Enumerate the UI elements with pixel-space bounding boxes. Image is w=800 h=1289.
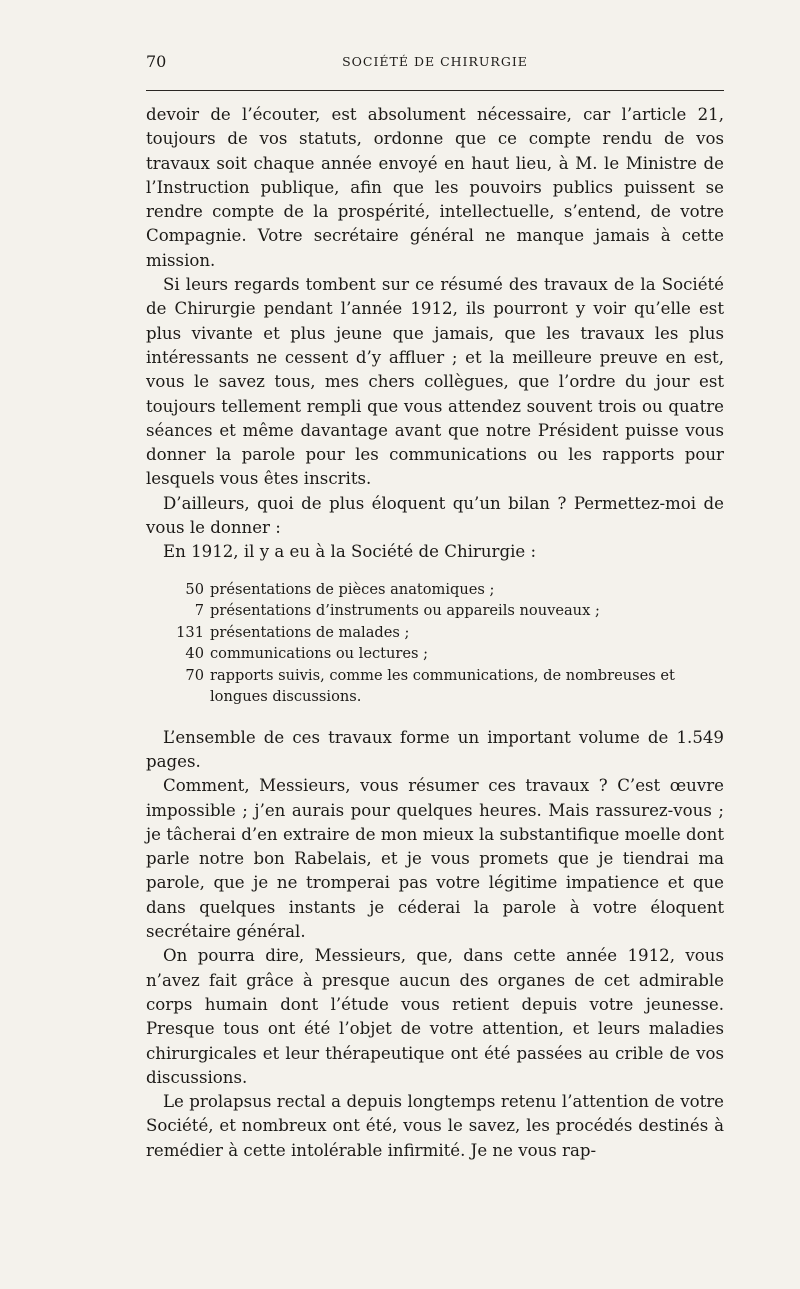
paragraph: En 1912, il y a eu à la Société de Chirurgie :: [163, 542, 537, 562]
running-title: SOCIÉTÉ DE CHIRURGIE: [342, 54, 528, 69]
paragraph: Comment, Messieurs, vous résumer ces travaux ? C’est œuvre impossible ; j’en aurais pour quelques heures. Mais rassurez-vous ; je tâcherai d’en extraire de mon mieux la substantifique moelle dont parle notre bon Rabelais, et je vous promets que je tiendrai ma parole, que je ne tromperai pas votre légitime impatience et que dans quelques instants je céderai la parole à votre éloquent secrétaire général.: [146, 776, 724, 942]
stat-label: présentations de malades ;: [210, 623, 410, 641]
stat-count: 70: [185, 666, 204, 684]
stat-item: [146, 622, 724, 644]
statistics-list: [146, 579, 724, 708]
book-page: [146, 48, 724, 1163]
paragraph: Le prolapsus rectal a depuis longtemps retenu l’attention de votre Société, et nombreux ont été, vous le savez, les procédés destinés à remédier à cette intolérable infirmité. Je ne vous rap-: [146, 1092, 724, 1160]
stat-count: 131: [176, 623, 204, 641]
stat-count: 50: [185, 580, 204, 598]
stat-item: [146, 579, 724, 601]
page-header: [146, 48, 724, 76]
stat-label: présentations de pièces anatomiques ;: [210, 580, 495, 598]
paragraph: devoir de l’écouter, est absolument nécessaire, car l’article 21, toujours de vos statuts, ordonne que ce compte rendu de vos travaux soit chaque année envoyé en haut lieu, à M. le Ministre de l’Instruction publique, afin que les pouvoirs publics puissent se rendre compte de la prospérité, intellectuelle, s’entend, de votre Compagnie. Votre secrétaire général ne manque jamais à cette mission.: [146, 105, 724, 270]
stat-item: [146, 643, 724, 665]
header-rule: [146, 90, 724, 91]
paragraph: L’ensemble de ces travaux forme un important volume de 1.549 pages.: [146, 727, 724, 771]
stat-count: 40: [185, 645, 204, 663]
stat-item: [146, 665, 724, 708]
paragraph: Si leurs regards tombent sur ce résumé des travaux de la Société de Chirurgie pendant l’année 1912, ils pourront y voir qu’elle est plus vivante et plus jeune que jamais, que les travaux les plus intéressants ne cessent d’y affluer ; et la meilleure preuve en est, vous le savez tous, mes chers collègues, que l’ordre du jour est toujours tellement rempli que vous attendez souvent trois ou quatre séances et même davantage avant que notre Président puisse vous donner la parole pour les communications ou les rapports pour lesquels vous êtes inscrits.: [146, 275, 724, 489]
paragraph: D’ailleurs, quoi de plus éloquent qu’un bilan ? Permettez-moi de vous le donner :: [146, 493, 724, 538]
stat-count: 7: [194, 602, 204, 620]
stat-item: [146, 600, 724, 622]
stat-label: communications ou lectures ;: [210, 645, 429, 663]
page-number: 70: [146, 52, 167, 71]
stat-label: rapports suivis, comme les communications, de nombreuses et longues discussions.: [210, 666, 675, 706]
body-text: [146, 103, 724, 1163]
stat-label: présentations d’instruments ou appareils nouveaux ;: [210, 602, 600, 620]
paragraph: On pourra dire, Messieurs, que, dans cette année 1912, vous n’avez fait grâce à presque aucun des organes de cet admirable corps humain dont l’étude vous retient depuis votre jeunesse. Presque tous ont été l’objet de votre attention, et leurs maladies chirurgicales et leur thérapeutique ont été passées au crible de vos discussions.: [146, 946, 724, 1087]
